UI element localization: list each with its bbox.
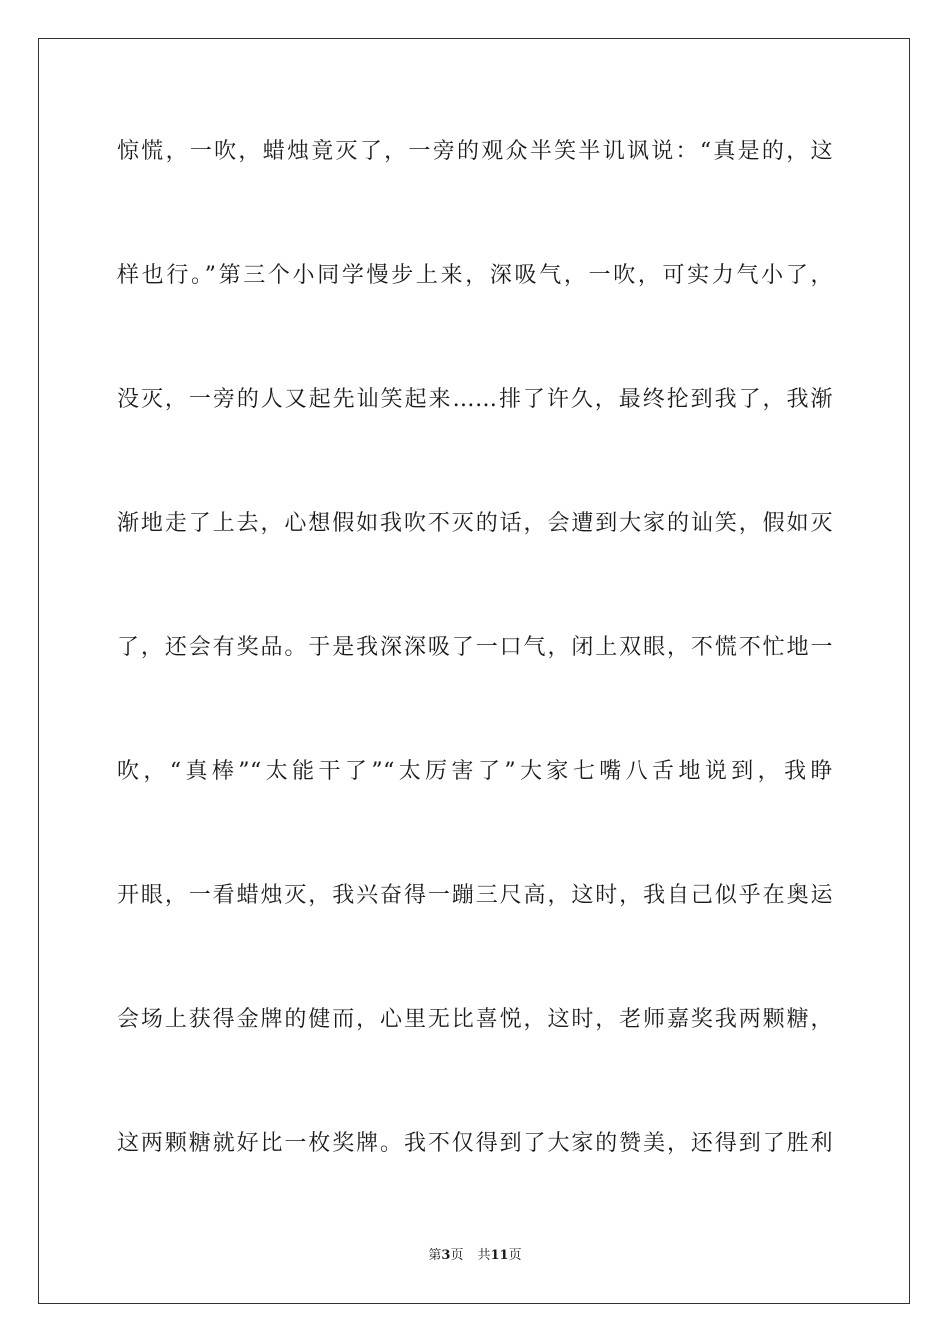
text-line: 样也行。”第三个小同学慢步上来，深吸气，一吹，可实力气小了，: [117, 263, 833, 288]
text-line: 吹，“真棒”“太能干了”“太厉害了”大家七嘴八舌地说到，我睁: [117, 759, 833, 784]
total-suffix: 页: [508, 1248, 522, 1263]
text-line: 开眼，一看蜡烛灭，我兴奋得一蹦三尺高，这时，我自己似乎在奥运: [117, 883, 833, 908]
total-pages: 11: [490, 1248, 509, 1263]
page-border: [38, 38, 910, 1304]
page-suffix: 页: [450, 1248, 464, 1263]
page-number: 3: [441, 1248, 451, 1263]
page-prefix: 第: [428, 1248, 442, 1263]
total-prefix: 共: [477, 1248, 491, 1263]
text-line: 这两颗糖就好比一枚奖牌。我不仅得到了大家的赞美，还得到了胜利: [117, 1131, 833, 1156]
text-line: 没灭，一旁的人又起先讪笑起来……排了许久，最终抡到我了，我渐: [117, 387, 833, 412]
text-line: 了，还会有奖品。于是我深深吸了一口气，闭上双眼，不慌不忙地一: [117, 635, 833, 660]
page-footer: [0, 1246, 950, 1266]
text-line: 惊慌，一吹，蜡烛竟灭了，一旁的观众半笑半讥讽说：“真是的，这: [117, 139, 833, 164]
text-line: 渐地走了上去，心想假如我吹不灭的话，会遭到大家的讪笑，假如灭: [117, 511, 833, 536]
text-line: 会场上获得金牌的健而，心里无比喜悦，这时，老师嘉奖我两颗糖，: [117, 1007, 833, 1032]
